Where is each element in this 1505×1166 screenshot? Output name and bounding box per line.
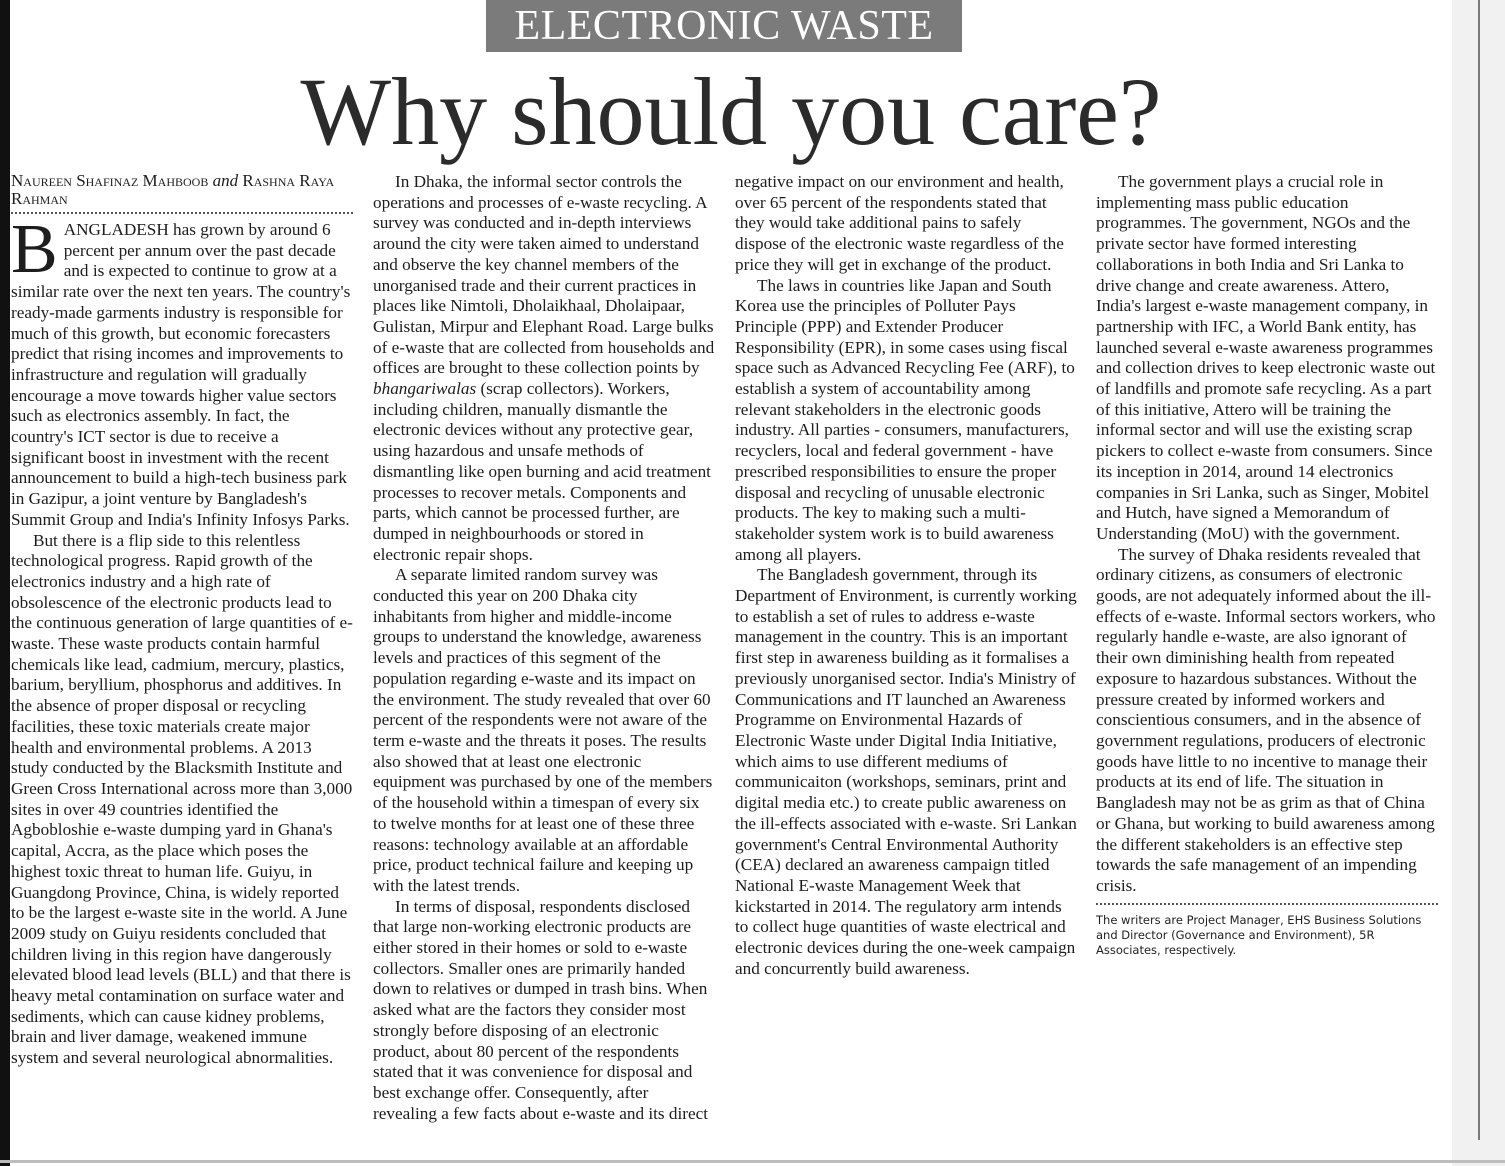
byline-author-1: Naureen Shafinaz Mahboob (11, 171, 209, 190)
paragraph-3-italic: bhangariwalas (373, 379, 477, 399)
paragraph-1 (11, 211, 353, 531)
article-column-1 (11, 172, 353, 1069)
paragraph-5: In terms of disposal, respondents disclosed that large non-working electronic products are either stored in their homes or sold to e-waste collectors. Smaller ones are primarily handed down to relatives or dumped in trash bins. When asked what are the factors they consider most strongly before disposing of an electronic product, about 80 percent of the respondents stated that it was convenience for disposal and best exchange offer. Consequently, after revealing a few facts about e-waste and its direct (373, 896, 709, 1123)
byline (11, 172, 353, 214)
byline-conjunction: and (212, 171, 239, 190)
paragraph-3-text-b: (scrap collectors). Workers, including children, manually dismantle the electronic devices without any protective gear, using hazardous and unsafe methods of dismantling like open burning and acid treatment processes to recover metals. Components and parts, which cannot be processed further, are dumped in neighbourhoods or stored in electronic repair shops. (373, 379, 711, 564)
paragraph-2: But there is a flip side to this relentless technological progress. Rapid growth of the electronics industry and a high rate of obsolescence of the electronic products lead to the continuous generation of large quantities of e-waste. These waste products contain harmful chemicals like lead, cadmium, mercury, plastics, barium, beryllium, phosphorus and additives. In the absence of proper disposal or recycling facilities, these toxic materials create major health and environmental problems. A 2013 study conducted by the Blacksmith Institute and Green Cross International across more than 3,000 sites in over 49 countries identified the Agbobloshie e-waste dumping yard in Ghana's capital, Accra, as the place which poses the highest toxic threat to human life. Guiyu, in Guangdong Province, China, is widely reported to be the largest e-waste site in the world. A June 2009 study on Guiyu residents concluded that children living in this region have dangerously elevated blood lead levels (BLL) and that there is heavy metal contamination on surface water and sediments, which can cause kidney problems, brain and liver damage, weakened immune system and several neurological abnormalities. (11, 530, 353, 1068)
section-label: ELECTRONIC WASTE (486, 0, 962, 52)
paragraph-1-text: ANGLADESH has grown by around 6 percent per annum over the past decade and is expected to continue to grow at a similar rate over the next ten years. The country's ready-made garments industry is responsible for much of this growth, but economic forecasters predict that rising incomes and improvements to infrastructure and regulation will gradually encourage a move towards higher value sectors such as electronics assembly. In fact, the country's ICT sector is due to receive a significant boost in investment with the recent announcement to build a high-tech business park in Gazipur, a joint venture by Bangladesh's Summit Group and India's Infinity Infosys Parks. (11, 220, 351, 529)
byline-author-2: Rashna Raya Rahman (11, 171, 335, 208)
paragraph-3 (373, 172, 715, 565)
drop-cap: B (11, 211, 58, 288)
paragraph-3-text-a: In Dhaka, the informal sector controls the operations and processes of e-waste recycling. A survey was conducted and in-depth interviews around the city were taken aimed to understand and observe the key channel members of the unorganised trade and their current practices in places like Nimtoli, Dholaikhaal, Dholaipaar, Gulistan, Mirpur and Elephant Road. Large bulks of e-waste that are collected from households and offices are brought to these collection points by (373, 172, 715, 378)
bottom-rule (0, 1160, 1505, 1163)
paragraph-9: The survey of Dhaka residents revealed that ordinary citizens, as consumers of electronic goods, are not adequately informed about the ill-effects of e-waste. Informal sectors workers, who regularly handle e-waste, are also ignorant of their own diminishing health from repeated exposure to hazardous substances. Without the pressure created by informed workers and conscientious consumers, and in the absence of government regulations, producers of electronic goods have little to no incentive to manage their products at its end of life. The situation in Bangladesh may not be as grim as that of China or Ghana, but working to build awareness among the different stakeholders is an effective step towards the safe management of an impending crisis. (1096, 544, 1436, 895)
right-column-rule (1478, 0, 1480, 1140)
paragraph-8: The government plays a crucial role in implementing mass public education programmes. The government, NGOs and the private sector have formed interesting collaborations in both India and Sri Lanka to drive change and create awareness. Attero, India's largest e-waste management company, in partnership with IFC, a World Bank entity, has launched several e-waste awareness programmes and collection drives to keep electronic waste out of landfills and promote safe recycling. As a part of this initiative, Attero will be training the informal sector and will use the existing scrap pickers to collect e-waste from consumers. Since its inception in 2014, around 14 electronics companies in Sri Lanka, such as Singer, Mobitel and Hutch, have signed a Memorandum of Understanding (MoU) with the government. (1096, 172, 1436, 543)
headline: Why should you care? (300, 58, 1162, 165)
author-footnote: The writers are Project Manager, EHS Business Solutions and Director (Governance and Environment), 5R Associates, respectively. (1096, 903, 1438, 958)
paragraph-7: The Bangladesh government, through its Department of Environment, is currently working to establish a set of rules to address e-waste management in the country. This is an important first step in awareness building as it formalises a previously unorganised sector. India's Ministry of Communications and IT launched an Awareness Programme on Environmental Hazards of Electronic Waste under Digital India Initiative, which aims to use different mediums of communicaiton (workshops, seminars, print and digital media etc.) to create public awareness on the ill-effects associated with e-waste. Sri Lankan government's Central Environmental Authority (CEA) declared an awareness campaign titled National E-waste Management Week that kickstarted in 2014. The regulatory arm intends to collect huge quantities of waste electrical and electronic devices during the one-week campaign and concurrently build awareness. (735, 565, 1077, 978)
paragraph-4: A separate limited random survey was conducted this year on 200 Dhaka city inhabitants from higher and middle-income groups to understand the knowledge, awareness levels and practices of this segment of the population regarding e-waste and its impact on the environment. The study revealed that over 60 percent of the respondents were not aware of the term e-waste and the threats it poses. The results also showed that at least one electronic equipment was purchased by one of the members of the household within a timespan of every six to twelve months for at least one of these three reasons: technology available at an affordable price, product technical failure and keeping up with the latest trends. (373, 565, 713, 895)
paragraph-5-continued: negative impact on our environment and health, over 65 percent of the respondents stated that they would take additional pains to safely dispose of the electronic waste regardless of the price they will get in exchange of the product. (735, 172, 1064, 274)
article-column-3 (735, 172, 1077, 979)
article-column-2 (373, 172, 715, 1124)
article-column-4 (1096, 172, 1438, 958)
paragraph-6: The laws in countries like Japan and South Korea use the principles of Polluter Pays Principle (PPP) and Extender Producer Responsibility (EPR), in some cases using fiscal space such as Advanced Recycling Fee (ARF), to establish a system of accountability among relevant stakeholders in the electronic goods industry. All parties - consumers, manufacturers, recyclers, local and federal government - have prescribed responsibilities to ensure the proper disposal and recycling of unusable electronic products. The key to making such a multi-stakeholder system work is to build awareness among all players. (735, 275, 1075, 564)
page-left-edge (0, 0, 10, 1166)
